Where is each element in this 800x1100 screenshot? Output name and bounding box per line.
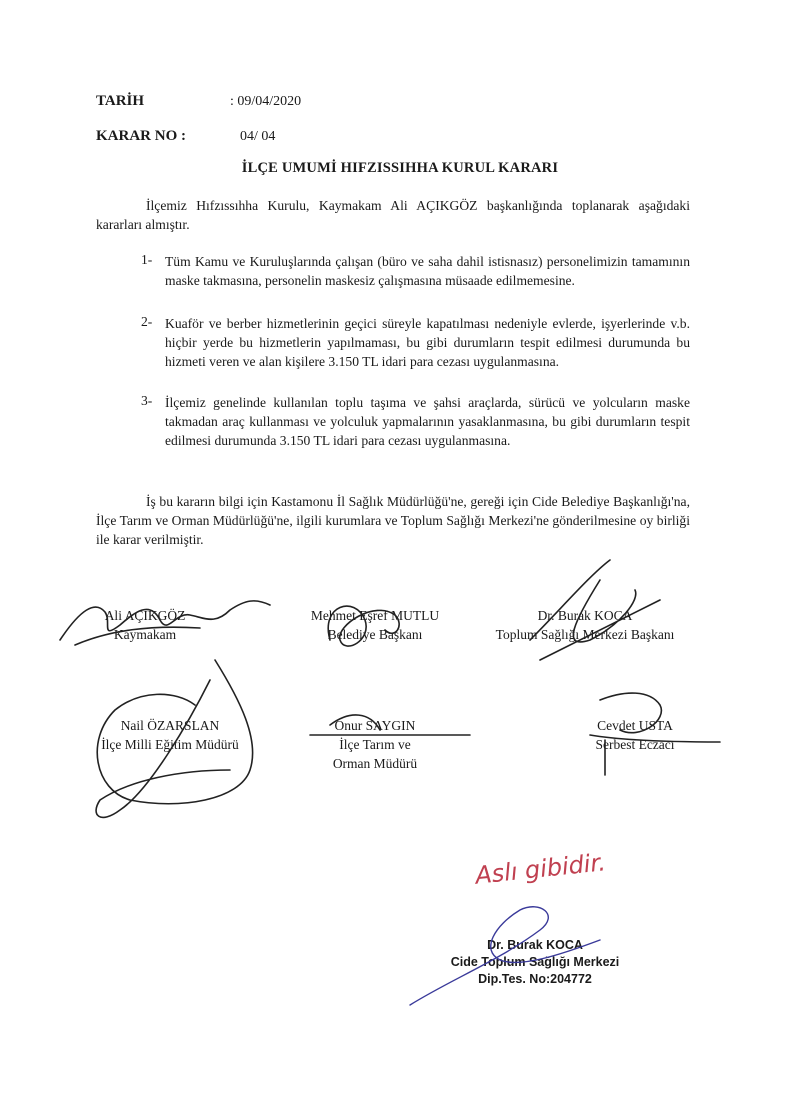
signatory-name: Ali AÇIKGÖZ — [104, 608, 186, 623]
signatory-name: Onur SAYGIN — [334, 718, 416, 733]
signatory-role-line2: Orman Müdürü — [332, 756, 418, 771]
stamp-line-2: Cide Toplum Sağlığı Merkezi — [450, 955, 620, 969]
signatory-governor — [70, 606, 220, 644]
date-value: : 09/04/2020 — [230, 94, 302, 109]
decision-item-2 — [141, 314, 690, 371]
closing-paragraph: İş bu kararın bilgi için Kastamonu İl Sağlık Müdürlüğü'ne, gereği için Cide Belediye Başkanlığı'na, İlçe Tarım ve Orman Müdürlüğü'ne, ilgili kurumlara ve Toplum Sağlığı Merkezi'ne gönderilmesine oy birliği ile karar verilmiştir. — [96, 494, 690, 547]
signatory-role: Belediye Başkanı — [327, 627, 423, 642]
item-number: 2- — [141, 314, 153, 329]
signatory-agriculture-director — [300, 716, 450, 773]
decision-number-value: 04/ 04 — [240, 129, 276, 144]
signatory-role: İlçe Milli Eğitim Müdürü — [101, 737, 239, 752]
signatory-education-director — [75, 716, 265, 754]
signatory-name: Dr. Burak KOCA — [537, 608, 633, 623]
signatory-name: Cevdet USTA — [597, 718, 673, 733]
item-number: 3- — [141, 393, 153, 408]
official-stamp — [440, 937, 630, 988]
decision-item-3 — [141, 393, 690, 450]
signatory-role: Serbest Eczacı — [595, 737, 675, 752]
intro-paragraph: İlçemiz Hıfzıssıhha Kurulu, Kaymakam Ali AÇIKGÖZ başkanlığında toplanarak aşağıdaki kararları almıştır. — [96, 198, 690, 232]
signatory-mayor — [280, 606, 470, 644]
stamp-line-1: Dr. Burak KOCA — [487, 938, 583, 952]
stamp-line-3: Dip.Tes. No:204772 — [478, 972, 592, 986]
signatory-health-center-head — [470, 606, 700, 644]
item-text: Kuaför ve berber hizmetlerinin geçici süreyle kapatılması nedeniyle evlerde, işyerlerinde v.b. hiçbir yerde bu hizmetlerin yapılmaması, bu gibi durumların tespit edilmesi durumunda bu hizmeti veren ve alan kişilere 3.150 TL idari para cezası uygulanmasına. — [165, 316, 690, 369]
item-number: 1- — [141, 252, 153, 267]
signatory-name: Nail ÖZARSLAN — [120, 718, 220, 733]
document-title: İLÇE UMUMİ HIFZISSIHHA KURUL KARARI — [241, 160, 559, 176]
item-text: Tüm Kamu ve Kuruluşlarında çalışan (büro ve saha dahil istisnasız) personelimizin tamamının maske takmasına, personelin maskesiz çalışmasına müsaade edilmemesine. — [165, 254, 690, 288]
signatory-role: Toplum Sağlığı Merkezi Başkanı — [495, 627, 675, 642]
item-text: İlçemiz genelinde kullanılan toplu taşıma ve şahsi araçlarda, sürücü ve yolcuların maske takmadan araç kullanması ve yolculuk yapmalarının yasaklanmasına, bu gibi durumların tespit edilmesi durumunda 3.150 TL idari para cezası uygulanmasına. — [165, 395, 690, 448]
date-label: TARİH — [96, 93, 145, 109]
signatory-role: Kaymakam — [113, 627, 177, 642]
certification-handwritten-note: Aslı gibidir. — [473, 848, 607, 890]
decision-item-1 — [141, 252, 690, 290]
signatory-name: Mehmet Eşref MUTLU — [310, 608, 440, 623]
signatory-pharmacist — [560, 716, 710, 754]
decision-number-label: KARAR NO : — [96, 128, 186, 144]
signatory-role-line1: İlçe Tarım ve — [339, 737, 411, 752]
